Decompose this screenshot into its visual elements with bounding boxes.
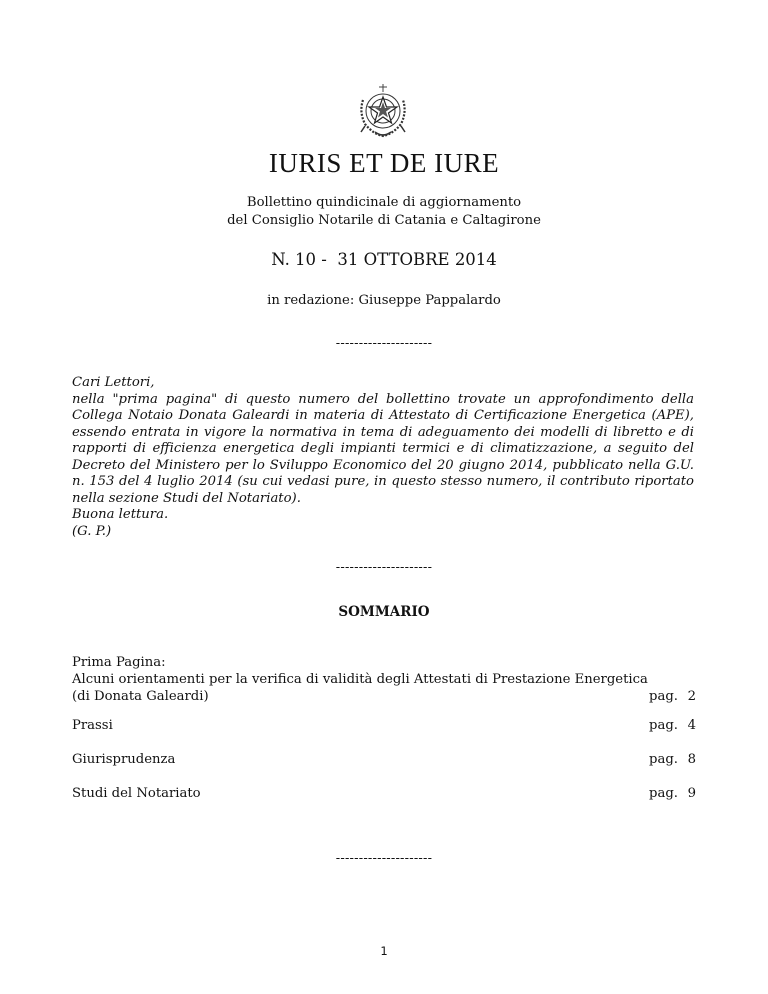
toc-entry-row — [72, 751, 696, 768]
toc-page-label: pag. — [649, 786, 678, 801]
toc-page-number: 4 — [687, 718, 696, 733]
toc-entry-prima-pagina[interactable] — [72, 654, 696, 705]
letter-body: nella "prima pagina" di questo numero del bollettino trovate un approfondimento della Collega Notaio Donata Galeardi in materia di Attestato di Certificazione Energetica (APE), essendo entrata in vigore la normativa in tema di adeguamento dei modelli di libretto e di rapporti di efficienza energetica degli impianti termici e di climatizzazione, a seguito del Decreto del Ministero per lo Sviluppo Economico del 20 giugno 2014, pubblicato nella G.U. n. 153 del 4 luglio 2014 (su cui vedasi pure, in questo stesso numero, il contributo riportato nella sezione Studi del Notariato). — [72, 391, 694, 506]
separator: --------------------- — [335, 560, 433, 575]
page-number: 1 — [380, 944, 388, 958]
toc-entry-title: Alcuni orientamenti per la verifica di validità degli Attestati di Prestazione Energetica — [72, 672, 648, 687]
letter-greeting: Cari Lettori, — [72, 375, 155, 390]
toc-entry-row — [72, 785, 696, 802]
bulletin-title: IURIS ET DE IURE — [268, 148, 500, 178]
toc-page-ref — [649, 751, 696, 768]
summary-heading: SOMMARIO — [338, 604, 430, 620]
toc-entry-label: Prassi — [72, 718, 113, 733]
toc-entry-row — [72, 717, 696, 734]
editor-line: in redazione: Giuseppe Pappalardo — [267, 293, 501, 308]
italian-republic-emblem-icon — [355, 82, 411, 140]
toc-entry-giurisprudenza[interactable] — [72, 751, 696, 768]
toc-page-ref — [649, 717, 696, 734]
subtitle-line: del Consiglio Notarile di Catania e Caltagirone — [227, 213, 541, 228]
toc-page-number: 8 — [687, 752, 696, 767]
toc-page-ref — [649, 785, 696, 802]
toc-entry-prassi[interactable] — [72, 717, 696, 734]
issue-number: N. 10 - 31 OTTOBRE 2014 — [271, 250, 497, 269]
toc-entry-studi-del-notariato[interactable] — [72, 785, 696, 802]
bulletin-subtitle — [0, 194, 768, 230]
toc-entry-row — [72, 688, 696, 705]
separator: --------------------- — [335, 851, 433, 866]
toc-entry-label: Studi del Notariato — [72, 786, 201, 801]
toc-entry-label: Prima Pagina: — [72, 655, 166, 670]
toc-page-label: pag. — [649, 752, 678, 767]
toc-entry-label: Giurisprudenza — [72, 752, 176, 767]
toc-entry-author: (di Donata Galeardi) — [72, 689, 209, 704]
subtitle-line: Bollettino quindicinale di aggiornamento — [246, 195, 522, 210]
letter-signature: (G. P.) — [72, 523, 112, 539]
toc-page-label: pag. — [649, 718, 678, 733]
editorial-letter — [72, 375, 694, 540]
toc-page-number: 9 — [687, 786, 696, 801]
toc-page-number: 2 — [687, 689, 696, 704]
toc-page-ref — [649, 688, 696, 705]
letter-closing: Buona lettura. — [72, 507, 169, 522]
separator: --------------------- — [335, 336, 433, 351]
toc-page-label: pag. — [649, 689, 678, 704]
